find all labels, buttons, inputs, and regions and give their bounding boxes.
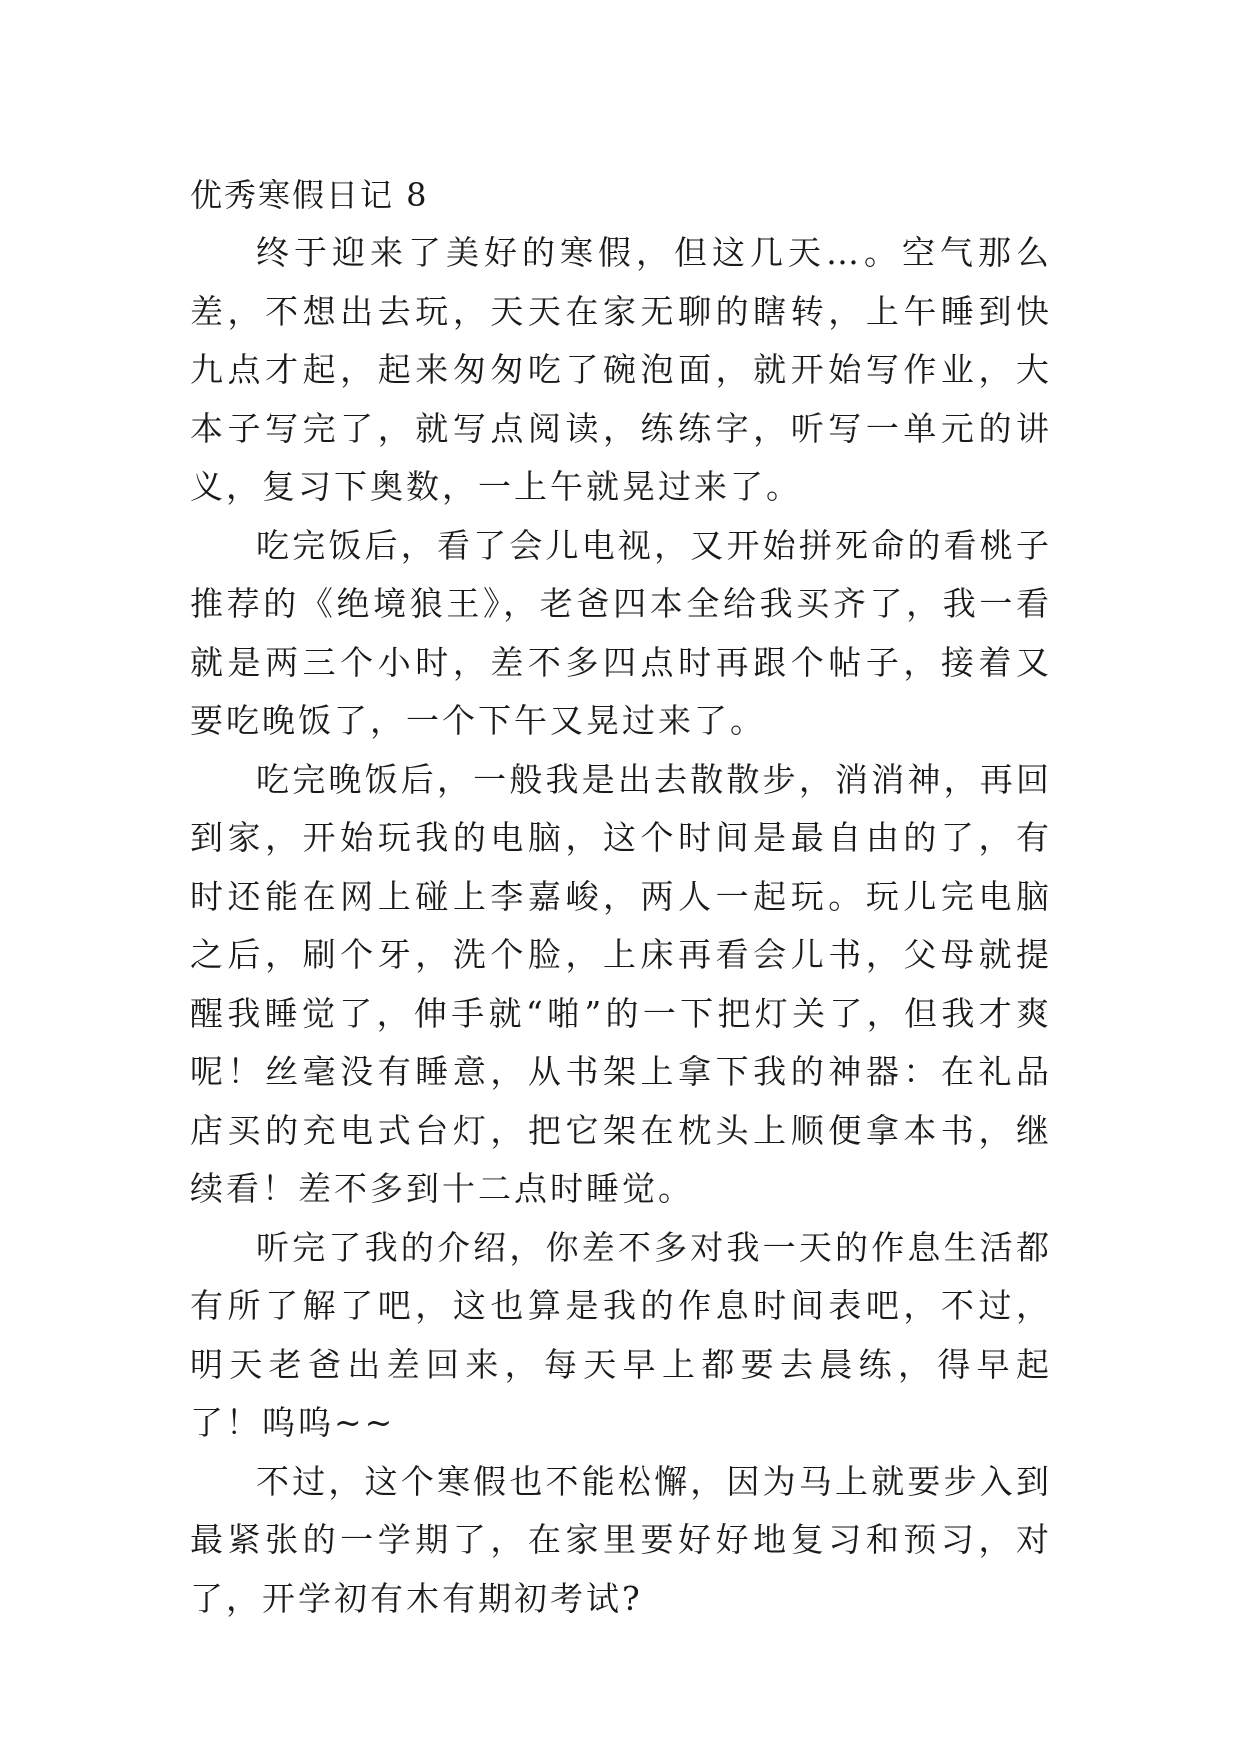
- paragraph-5: 不过，这个寒假也不能松懈，因为马上就要步入到最紧张的一学期了，在家里要好好地复习和预习，对了，开学初有木有期初考试?: [190, 1461, 1052, 1618]
- paragraph-1: 终于迎来了美好的寒假，但这几天…。空气那么差，不想出去玩，天天在家无聊的瞎转，上午睡到快九点才起，起来匆匆吃了碗泡面，就开始写作业，大本子写完了，就写点阅读，练练字，听写一单元的讲义，复习下奥数，一上午就晃过来了。: [190, 233, 1052, 506]
- paragraph-3: 吃完晚饭后，一般我是出去散散步，消消神，再回到家，开始玩我的电脑，这个时间是最自由的了，有时还能在网上碰上李嘉峻，两人一起玩。玩儿完电脑之后，刷个牙，洗个脸，上床再看会儿书，父母就提醒我睡觉了，伸手就“啪”的一下把灯关了，但我才爽呢！丝毫没有睡意，从书架上拿下我的神器：在礼品店买的充电式台灯，把它架在枕头上顺便拿本书，继续看！差不多到十二点时睡觉。: [190, 759, 1052, 1208]
- document-body: [190, 166, 1052, 1628]
- document-title: 优秀寒假日记 8: [190, 176, 429, 214]
- paragraph-2: 吃完饭后，看了会儿电视，又开始拼死命的看桃子推荐的《绝境狼王》，老爸四本全给我买齐了，我一看就是两三个小时，差不多四点时再跟个帖子，接着又要吃晚饭了，一个下午又晃过来了。: [190, 525, 1052, 740]
- paragraph-4: 听完了我的介绍，你差不多对我一天的作息生活都有所了解了吧，这也算是我的作息时间表吧，不过，明天老爸出差回来，每天早上都要去晨练，得早起了！呜呜~~: [190, 1227, 1052, 1442]
